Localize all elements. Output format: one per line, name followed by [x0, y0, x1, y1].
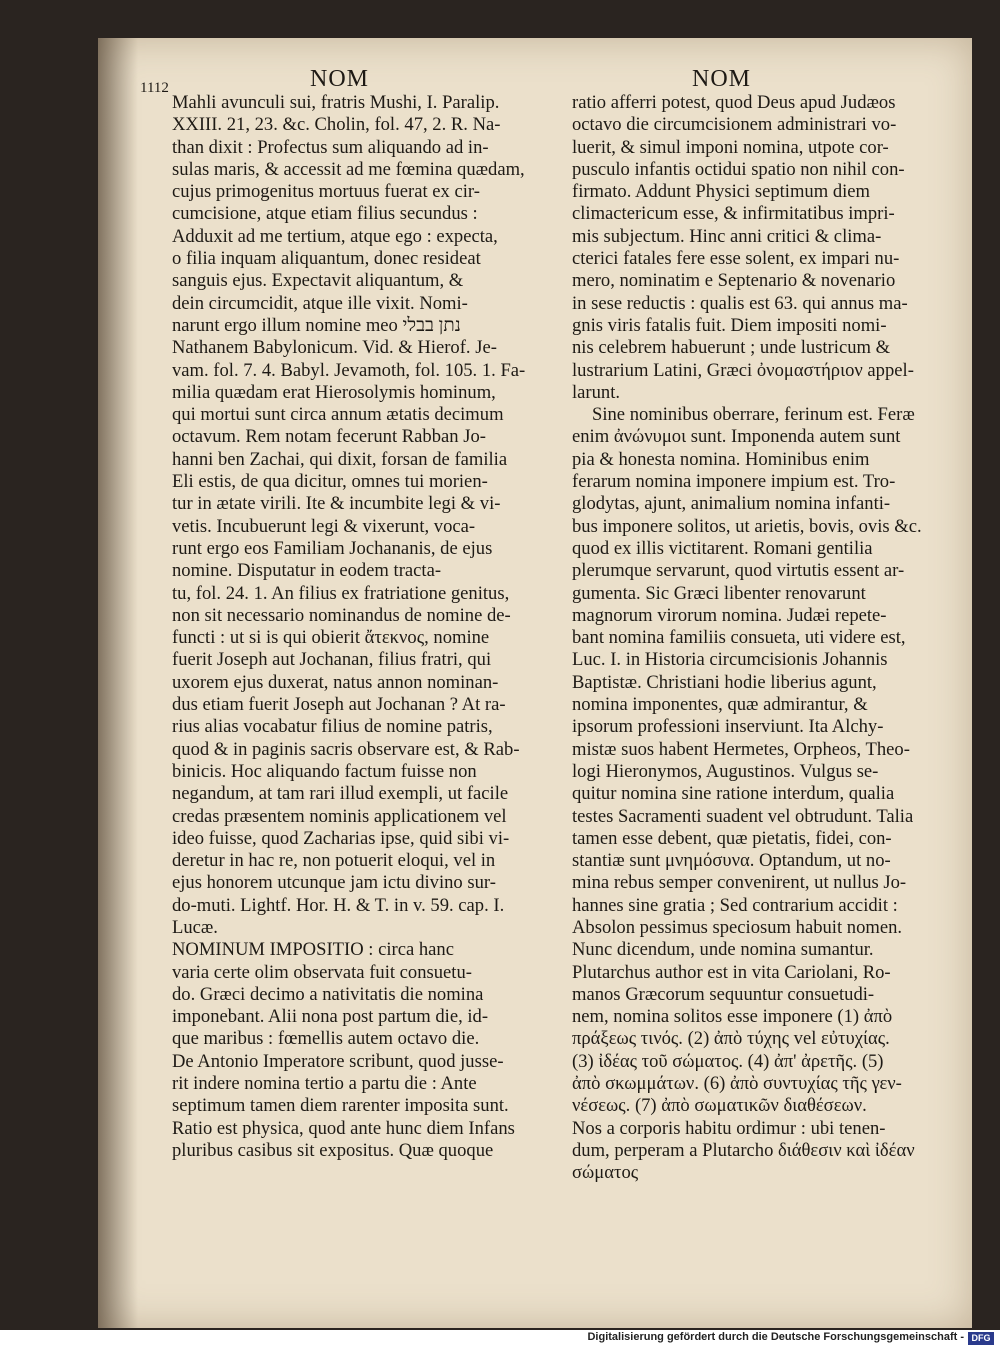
- text-line: imponebant. Alii nona post partum die, id-: [172, 1006, 489, 1028]
- text-line: Absolon pessimus speciosum habuit nomen.: [572, 916, 903, 938]
- text-line: negandum, at tam rari illud exempli, ut facile: [172, 783, 509, 805]
- running-head-right: NOM: [692, 66, 752, 92]
- text-line: nomine. Disputatur in eodem tracta-: [172, 560, 442, 582]
- text-line: narunt ergo illum nomine meo נתן בבלי: [172, 314, 461, 336]
- text-line: quod & in paginis sacris observare est, & Rab-: [172, 738, 520, 760]
- text-line: ideo fuisse, quod Zacharias ipse, quid sibi vi-: [172, 827, 510, 849]
- text-line: Mahli avunculi sui, fratris Mushi, I. Paralip.: [172, 92, 500, 113]
- text-line: milia quædam erat Hierosolymis hominum,: [172, 381, 496, 403]
- text-line: varia certe olim observata fuit consuetu-: [172, 961, 472, 983]
- text-line: cumcisione, atque etiam filius secundus :: [172, 203, 478, 225]
- text-line: fuerit Joseph aut Jochanan, filius fratri, qui: [172, 649, 492, 671]
- text-line: Nos a corporis habitu ordimur : ubi tenen-: [572, 1117, 886, 1139]
- text-line: runt ergo eos Familiam Jochananis, de ejus: [172, 537, 493, 559]
- text-line: functi : ut si is qui obierit ἄτεκνος, nomine: [172, 627, 490, 649]
- text-line: Eli estis, de qua dicitur, omnes tui morien-: [172, 471, 488, 493]
- text-line: dein circumcidit, atque ille vixit. Nomi-: [172, 292, 468, 314]
- text-line: larunt.: [572, 381, 621, 403]
- text-line: mistæ suos habent Hermetes, Orpheos, Theo-: [572, 738, 910, 760]
- text-line: νέσεως. (7) ἀπὸ σωματικῶν διαθέσεων.: [572, 1095, 867, 1117]
- text-line: gumenta. Sic Græci libenter renovarunt: [572, 582, 866, 604]
- text-line: pusculo infantis octidui spatio non nihil con-: [572, 158, 905, 180]
- text-line: dum, perperam a Plutarcho διάθεσιν καὶ ἰδέαν: [572, 1139, 915, 1161]
- text-line: in sese reductis : qualis est 63. qui annus ma-: [572, 292, 908, 314]
- text-line: vam. fol. 7. 4. Babyl. Jevamoth, fol. 105. 1. Fa-: [172, 359, 526, 381]
- text-line: Nunc dicendum, unde nomina sumantur.: [572, 939, 874, 961]
- text-line: Luc. I. in Historia circumcisionis Johannis: [572, 649, 888, 671]
- text-line: nem, nomina solitos esse imponere (1) ἀπὸ: [572, 1006, 893, 1028]
- text-line: dus etiam fuerit Joseph aut Jochanan ? At ra-: [172, 694, 506, 716]
- text-line: πράξεως τινός. (2) ἀπὸ τύχης vel εὐτυχίας.: [572, 1028, 890, 1050]
- text-line: σώματος: [572, 1162, 639, 1184]
- text-line: ipsorum professioni inserviunt. Ita Alchy-: [572, 716, 884, 738]
- text-line: ejus honorem utcunque jam ictu divino sur-: [172, 872, 496, 894]
- text-line: ratio afferri potest, quod Deus apud Judæos: [572, 92, 896, 113]
- text-line: bus imponere solitos, ut arietis, bovis, ovis &c.: [572, 515, 922, 537]
- digitization-credit: Digitalisierung gefördert durch die Deutsche Forschungsgemeinschaft -: [587, 1331, 964, 1343]
- text-line: NOMINUM IMPOSITIO : circa hanc: [172, 939, 454, 961]
- text-line: qui mortui sunt circa annum ætatis decimum: [172, 404, 504, 426]
- text-line: mero, nominatim e Septenario & novenario: [572, 270, 896, 292]
- text-line: enim ἀνώνυμοι sunt. Imponenda autem sunt: [572, 426, 901, 448]
- text-line: bant nomina familiis consueta, uti videre est,: [572, 627, 906, 649]
- text-line: pia & honesta nomina. Hominibus enim: [572, 448, 870, 470]
- text-line: rius alias vocabatur filius de nomine patris,: [172, 716, 493, 738]
- text-line: tur in ætate virili. Ite & incumbite legi & vi-: [172, 493, 501, 515]
- text-line: cterici fatales fere esse solent, ex impari nu-: [572, 248, 900, 270]
- text-line: Plutarchus author est in vita Cariolani, Ro-: [572, 961, 891, 983]
- text-line: than dixit : Profectus sum aliquando ad in-: [172, 136, 489, 158]
- text-line: septimum tamen diem rarenter imposita sunt.: [172, 1095, 509, 1117]
- text-line: gnis viris fatalis fuit. Diem impositi nomi-: [572, 314, 887, 336]
- text-line: do-muti. Lightf. Hor. H. & T. in v. 59. cap. I.: [172, 894, 505, 916]
- text-line: lustrarium Latini, Græci ὀνομαστήριον appel-: [572, 359, 914, 381]
- text-line: Ratio est physica, quod ante hunc diem Infans: [172, 1117, 515, 1139]
- text-line: tu, fol. 24. 1. An filius ex fratriatione genitus,: [172, 582, 510, 604]
- text-line: tamen esse debent, quæ pietatis, fidei, con-: [572, 827, 892, 849]
- text-line: magnorum virorum nomina. Judæi repete-: [572, 604, 887, 626]
- text-line: quod ex illis victitarent. Romani gentilia: [572, 537, 873, 559]
- right-text-column: [572, 92, 928, 1185]
- text-line: cujus primogenitus mortuus fuerat ex cir-: [172, 181, 480, 203]
- text-line: Baptistæ. Christiani hodie liberius agunt,: [572, 671, 877, 693]
- text-line: De Antonio Imperatore scribunt, quod jusse-: [172, 1050, 504, 1072]
- text-line: Adduxit ad me tertium, atque ego : expecta,: [172, 225, 498, 247]
- text-line: mis subjectum. Hinc anni critici & clima-: [572, 225, 882, 247]
- text-line: (3) ἰδέας τοῦ σώματος. (4) ἀπ' ἀρετῆς. (5): [572, 1050, 884, 1072]
- text-line: nis celebrem habuerunt ; unde lustricum &: [572, 337, 891, 359]
- text-line: ferarum nomina imponere impium est. Tro-: [572, 471, 896, 493]
- text-line: do. Græci decimo a nativitatis die nomina: [172, 983, 484, 1005]
- text-line: climactericum esse, & infirmitatibus impri-: [572, 203, 895, 225]
- running-head-left: NOM: [310, 66, 370, 92]
- text-line: manos Græcorum sequuntur consuetudi-: [572, 983, 875, 1005]
- text-line: luerit, & simul imponi nomina, utpote cor-: [572, 136, 889, 158]
- text-line: pluribus casibus sit expositus. Quæ quoque: [172, 1139, 494, 1161]
- text-line: sulas maris, & accessit ad me fœmina quædam,: [172, 158, 525, 180]
- text-line: mina rebus semper convenirent, ut nullus Jo-: [572, 872, 907, 894]
- text-line: testes Sacramenti suadent vel obtrudunt. Talia: [572, 805, 914, 827]
- text-line: quitur nomina sine ratione interdum, qualia: [572, 783, 895, 805]
- text-line: XXIII. 21, 23. &c. Cholin, fol. 47, 2. R. Na-: [172, 114, 501, 136]
- text-line: nomina imponentes, quæ admirantur, &: [572, 694, 868, 716]
- text-line: Nathanem Babylonicum. Vid. & Hierof. Je-: [172, 337, 497, 359]
- text-line: Lucæ.: [172, 916, 218, 938]
- text-line: rit indere nomina tertio a partu die : Ante: [172, 1073, 477, 1095]
- text-line: non sit necessario nominandus de nomine de-: [172, 604, 511, 626]
- text-line: deretur in hac re, non potuerit eloqui, vel in: [172, 850, 496, 872]
- text-line: glodytas, ajunt, animalium nomina infanti-: [572, 493, 891, 515]
- text-line: firmato. Addunt Physici septimum diem: [572, 181, 870, 203]
- text-line: octavo die circumcisionem administrari vo-: [572, 114, 897, 136]
- text-line: hanni ben Zachai, qui dixit, forsan de familia: [172, 448, 508, 470]
- text-line: plerumque servarunt, quod virtutis essent ar-: [572, 560, 905, 582]
- text-line: octavum. Rem notam fecerunt Rabban Jo-: [172, 426, 486, 448]
- page-number: 1112: [140, 80, 169, 96]
- text-line: ἀπὸ σκωμμάτων. (6) ἀπὸ συντυχίας τῆς γεν-: [572, 1073, 902, 1095]
- text-line: que maribus : fœmellis autem octavo die.: [172, 1028, 480, 1050]
- text-line: o filia inquam aliquantum, donec resideat: [172, 248, 481, 270]
- text-line: vetis. Incubuerunt legi & vixerunt, voca-: [172, 515, 476, 537]
- dfg-logo: DFG: [968, 1332, 994, 1345]
- text-line: credas præsentem nominis applicationem vel: [172, 805, 507, 827]
- text-line: binicis. Hoc aliquando factum fuisse non: [172, 760, 477, 782]
- gutter-shadow: [98, 38, 138, 1328]
- text-line: uxorem ejus duxerat, natus annon nominan-: [172, 671, 499, 693]
- text-line: sanguis ejus. Expectavit aliquantum, &: [172, 270, 464, 292]
- text-line: hannes sine gratia ; Sed contrarium accidit :: [572, 894, 898, 916]
- text-line: stantiæ sunt μνημόσυνα. Optandum, ut no-: [572, 850, 891, 872]
- left-text-column: [172, 92, 540, 1162]
- text-line: Sine nominibus oberrare, ferinum est. Feræ: [592, 404, 915, 426]
- text-line: logi Hieronymos, Augustinos. Vulgus se-: [572, 760, 879, 782]
